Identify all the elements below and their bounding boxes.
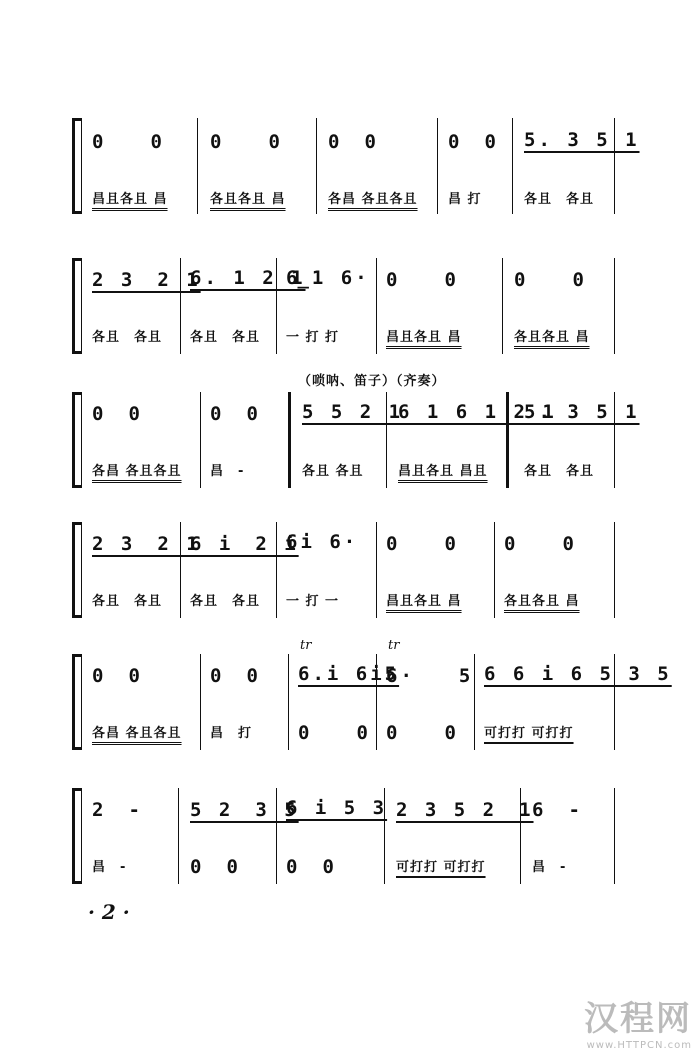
- barline: [197, 118, 198, 214]
- barline: [614, 522, 615, 618]
- page-number: · 2 ·: [88, 900, 130, 924]
- measure: 2 3 5 2 1: [396, 798, 534, 821]
- measure: 5 5 2 1: [302, 401, 404, 423]
- measure: 0 0: [210, 664, 261, 687]
- measure: 昌 -: [532, 859, 567, 875]
- measure: 0 0: [286, 855, 337, 878]
- melody-line: [0, 522, 700, 562]
- measure: 各且 各且: [92, 593, 163, 609]
- measure: 6 1 6 1 2 1: [398, 401, 557, 423]
- measure: 0 0: [210, 130, 283, 153]
- score-system-5: [0, 648, 700, 753]
- measure: 各且 各且: [190, 593, 261, 609]
- measure: 各昌 各且各且: [92, 463, 182, 479]
- instrument-annotation: （唢呐、笛子）（齐奏）: [298, 374, 446, 389]
- barline: [520, 788, 521, 884]
- measure: 昌 -: [92, 859, 127, 875]
- measure: 2 -: [92, 798, 143, 821]
- measure: 各且 各且: [190, 329, 261, 345]
- measure: 0 0: [386, 268, 459, 291]
- barline: [614, 392, 615, 488]
- barline: [200, 392, 201, 488]
- measure: 0 0: [190, 855, 241, 878]
- barline: [386, 392, 387, 488]
- measure: 各昌 各且各且: [328, 191, 418, 207]
- measure: 0 0: [298, 721, 371, 744]
- barline: [614, 118, 615, 214]
- measure: 0 0: [92, 130, 165, 153]
- score-system-4: [0, 516, 700, 621]
- measure: 0 0: [92, 664, 143, 687]
- measure: 昌 打: [210, 725, 253, 741]
- watermark-name: 汉程网: [584, 999, 692, 1039]
- measure: 各且 各且: [302, 463, 364, 479]
- barline: [474, 654, 475, 750]
- barline: [200, 654, 201, 750]
- percussion-line: [0, 845, 700, 885]
- barline: [384, 788, 385, 884]
- barline: [276, 258, 277, 354]
- measure: 一 打 打: [286, 329, 340, 345]
- measure: 6 i 2 i: [190, 532, 299, 555]
- measure: 0 0: [504, 532, 577, 555]
- melody-line: [0, 654, 700, 694]
- measure: 6· 5: [386, 664, 474, 687]
- measure: 5. 3 5 1: [524, 401, 640, 423]
- barline: [276, 788, 277, 884]
- melody-line: [0, 788, 700, 828]
- melody-line: [0, 258, 700, 298]
- barline: [376, 258, 377, 354]
- measure: 各且 各且: [524, 191, 595, 207]
- barline: [494, 522, 495, 618]
- repeat-end-barline: [506, 392, 509, 488]
- measure: 6. 1 2 1: [190, 267, 306, 289]
- measure: 2 3 2 1: [92, 532, 201, 555]
- barline: [178, 788, 179, 884]
- measure: 0 0: [92, 402, 143, 425]
- measure: 昌 打: [448, 191, 482, 207]
- measure: 各且 各且: [524, 463, 595, 479]
- score-system-6: [0, 782, 700, 887]
- barline: [614, 258, 615, 354]
- barline: [316, 118, 317, 214]
- barline: [180, 522, 181, 618]
- measure: 0 0: [514, 268, 587, 291]
- measure: 6.i 6i5: [298, 663, 400, 685]
- measure: 各且各且 昌: [504, 593, 580, 609]
- measure: 昌且各且 昌: [386, 329, 462, 345]
- trill-mark: tr: [300, 638, 312, 653]
- measure: 5 2 3 5: [190, 798, 299, 821]
- measure: 6i 6·: [286, 531, 359, 553]
- score-system-1: [0, 112, 700, 217]
- measure: 各且各且 昌: [210, 191, 286, 207]
- repeat-start-barline: [288, 392, 291, 488]
- melody-line: [0, 392, 700, 432]
- measure: 可打打 可打打: [396, 859, 486, 875]
- barline: [437, 118, 438, 214]
- percussion-line: [0, 449, 700, 489]
- measure: 0 0: [328, 130, 379, 153]
- melody-line: [0, 120, 700, 160]
- trill-mark: tr: [388, 638, 400, 653]
- measure: 0 0: [210, 402, 261, 425]
- measure: 6 -: [532, 798, 583, 821]
- measure: 可打打 可打打: [484, 725, 574, 741]
- measure: 昌且各且 昌且: [398, 463, 488, 479]
- barline: [502, 258, 503, 354]
- score-system-2: [0, 252, 700, 357]
- measure: 昌且各且 昌: [92, 191, 168, 207]
- measure: 6 i 5 3: [286, 797, 388, 819]
- percussion-line: [0, 711, 700, 751]
- measure: 各昌 各且各且: [92, 725, 182, 741]
- barline: [180, 258, 181, 354]
- measure: 昌 -: [210, 463, 245, 479]
- measure: 0 0: [448, 130, 499, 153]
- measure: 昌且各且 昌: [386, 593, 462, 609]
- percussion-line: [0, 177, 700, 217]
- percussion-line: [0, 315, 700, 355]
- measure: 0 0: [386, 532, 459, 555]
- measure: 一 打 一: [286, 593, 340, 609]
- measure: 6̲1 6·: [286, 267, 370, 289]
- watermark: [584, 991, 692, 1051]
- barline: [614, 788, 615, 884]
- barline: [288, 654, 289, 750]
- score-system-3: [0, 386, 700, 491]
- barline: [614, 654, 615, 750]
- watermark-url: www.HTTPCN.com: [586, 1040, 692, 1051]
- measure: 2 3 2 1: [92, 268, 201, 291]
- barline: [512, 118, 513, 214]
- measure: 5. 3 5 1: [524, 129, 640, 151]
- barline: [376, 654, 377, 750]
- measure: 各且各且 昌: [514, 329, 590, 345]
- measure: 0 0: [386, 721, 459, 744]
- barline: [376, 522, 377, 618]
- barline: [276, 522, 277, 618]
- measure: 6 6 i 6 5 3 5: [484, 663, 672, 685]
- percussion-line: [0, 579, 700, 619]
- measure: 各且 各且: [92, 329, 163, 345]
